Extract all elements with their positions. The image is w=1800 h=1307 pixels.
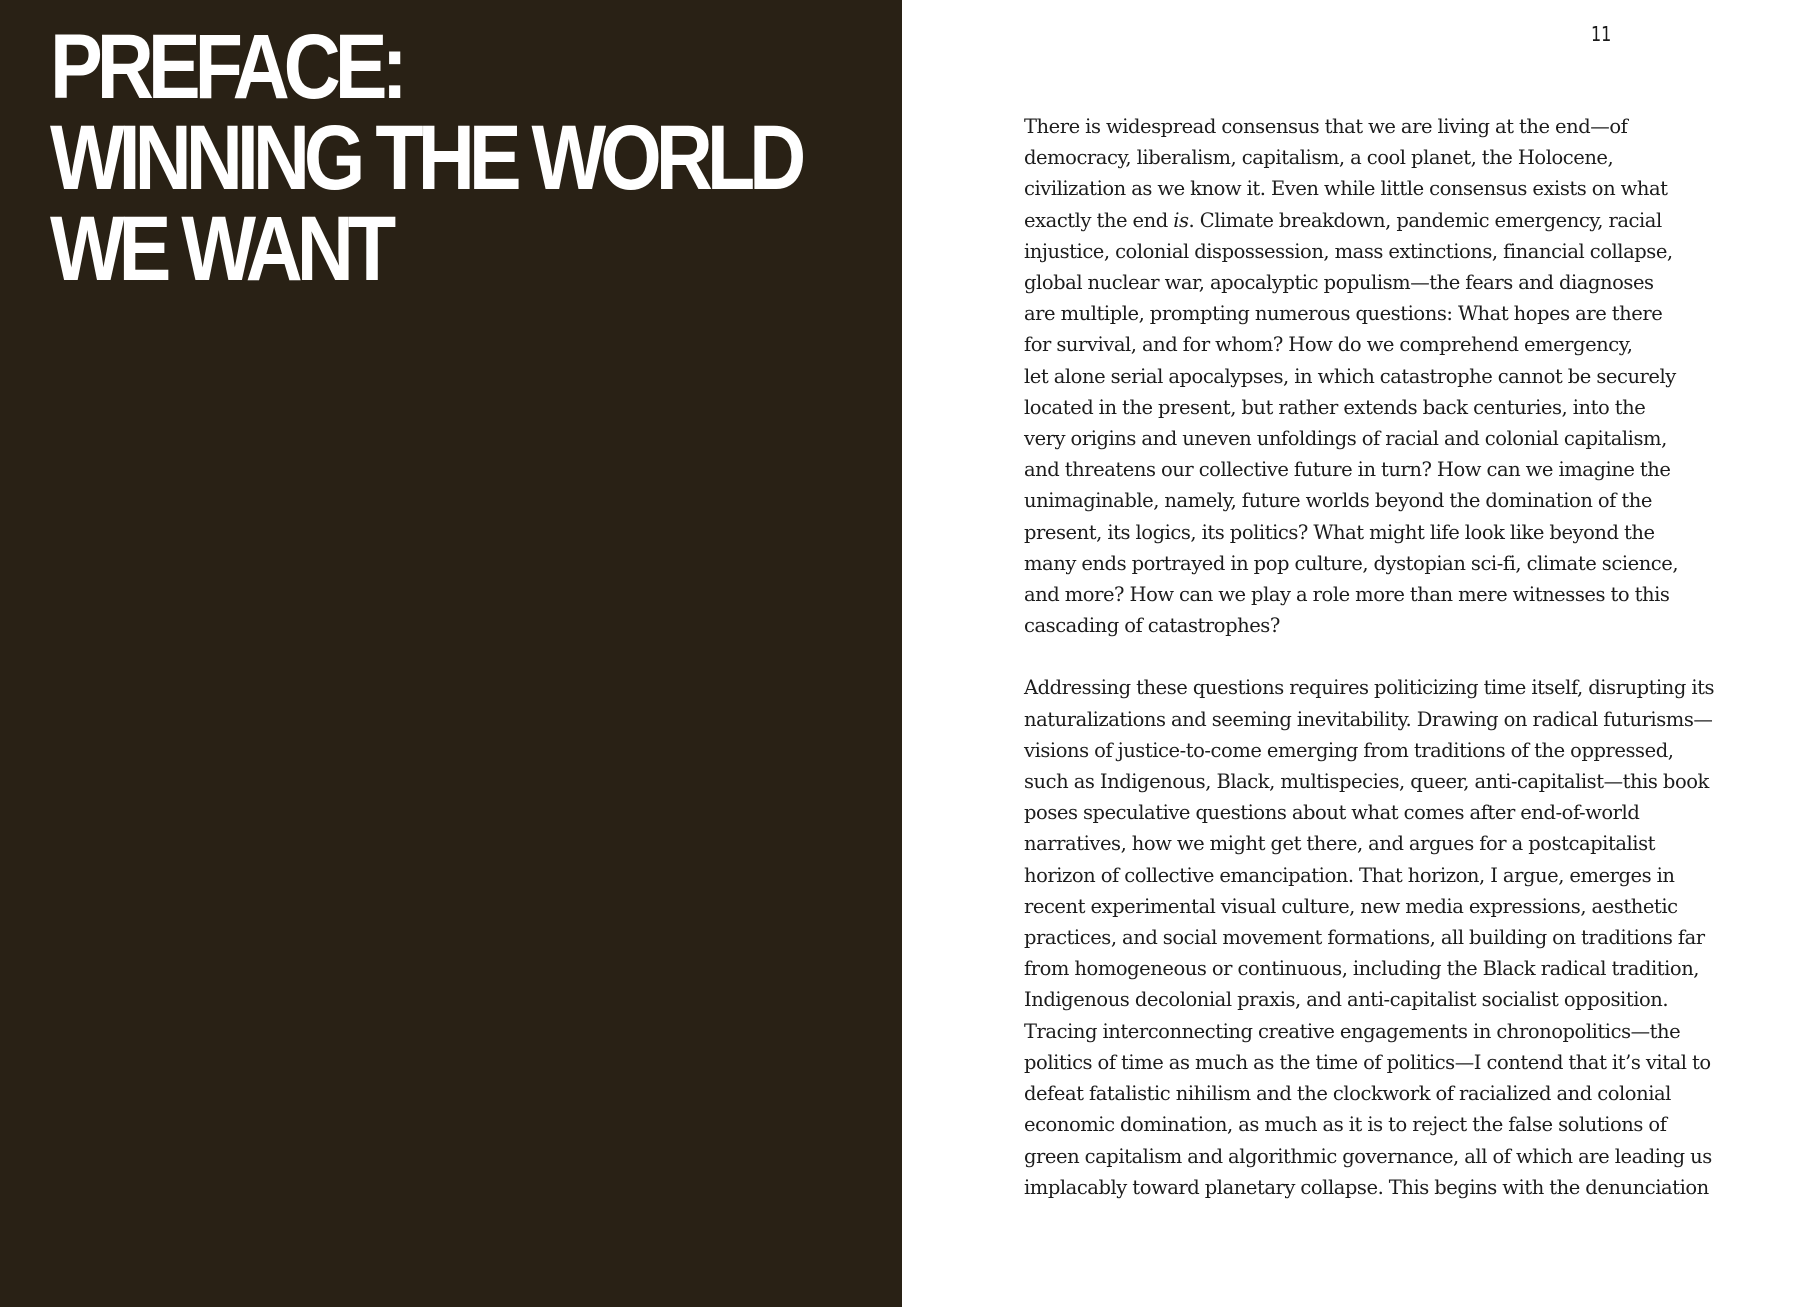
text-line: Tracing interconnecting creative engagements in chronopolitics—the [1024,1019,1681,1043]
text-line: green capitalism and algorithmic governance, all of which are leading us [1024,1144,1712,1168]
text-line: Addressing these questions requires politicizing time itself, disrupting its [1024,676,1715,700]
page-number: 11 [1591,22,1612,46]
text-line: and more? How can we play a role more than mere witnesses to this [1024,583,1670,607]
text-line: Indigenous decolonial praxis, and anti-capitalist socialist opposition. [1024,988,1669,1012]
text-line: horizon of collective emancipation. That horizon, I argue, emerges in [1024,863,1675,887]
text-line: are multiple, prompting numerous questions: What hopes are there [1024,302,1663,326]
text-line: many ends portrayed in pop culture, dystopian sci-fi, climate science, [1024,551,1679,575]
text-line: and threatens our collective future in turn? How can we imagine the [1024,458,1671,482]
text-line: practices, and social movement formations, all building on traditions far [1024,926,1705,950]
text-line: recent experimental visual culture, new media expressions, aesthetic [1024,894,1678,918]
body-paragraph [1024,672,1744,1202]
text-line: poses speculative questions about what comes after end-of-world [1024,801,1640,825]
emphasis: is [1173,208,1189,232]
text-line: democracy, liberalism, capitalism, a cool planet, the Holocene, [1024,146,1614,170]
body-text [1024,111,1744,1203]
text-line: narratives, how we might get there, and argues for a postcapitalist [1024,832,1656,856]
text-line: for survival, and for whom? How do we comprehend emergency, [1024,333,1633,357]
text-line: exactly the end is. Climate breakdown, pandemic emergency, racial [1024,208,1662,232]
body-paragraph [1024,111,1744,641]
text-line: visions of justice-to-come emerging from traditions of the oppressed, [1024,738,1674,762]
text-line: politics of time as much as the time of politics—I contend that it’s vital to [1024,1050,1711,1074]
text-line: very origins and uneven unfoldings of racial and colonial capitalism, [1024,427,1667,451]
text-line: economic domination, as much as it is to reject the false solutions of [1024,1113,1667,1137]
text-line: located in the present, but rather extends back centuries, into the [1024,395,1646,419]
right-page [902,0,1800,1307]
chapter-title-line: WINNING THE WORLD [50,107,801,209]
text-line: There is widespread consensus that we are living at the end—of [1024,115,1628,138]
text-line: civilization as we know it. Even while little consensus exists on what [1024,177,1668,201]
text-line: naturalizations and seeming inevitability. Drawing on radical futurisms— [1024,707,1713,731]
text-line: such as Indigenous, Black, multispecies, queer, anti-capitalist—this book [1024,770,1709,794]
text-line: present, its logics, its politics? What might life look like beyond the [1024,520,1655,544]
text-line: global nuclear war, apocalyptic populism—the fears and diagnoses [1024,271,1654,295]
text-line: cascading of catastrophes? [1024,614,1280,638]
chapter-title-line: WE WANT [50,198,391,300]
text-line: implacably toward planetary collapse. This begins with the denunciation [1024,1175,1709,1199]
text-line: defeat fatalistic nihilism and the clockwork of racialized and colonial [1024,1082,1671,1106]
text-line: unimaginable, namely, future worlds beyond the domination of the [1024,489,1652,513]
text-line: from homogeneous or continuous, including the Black radical tradition, [1024,957,1700,981]
chapter-title-line: PREFACE: [50,16,402,118]
text-line: injustice, colonial dispossession, mass extinctions, financial collapse, [1024,239,1673,263]
text-line: let alone serial apocalypses, in which catastrophe cannot be securely [1024,364,1676,388]
chapter-title [50,16,801,300]
